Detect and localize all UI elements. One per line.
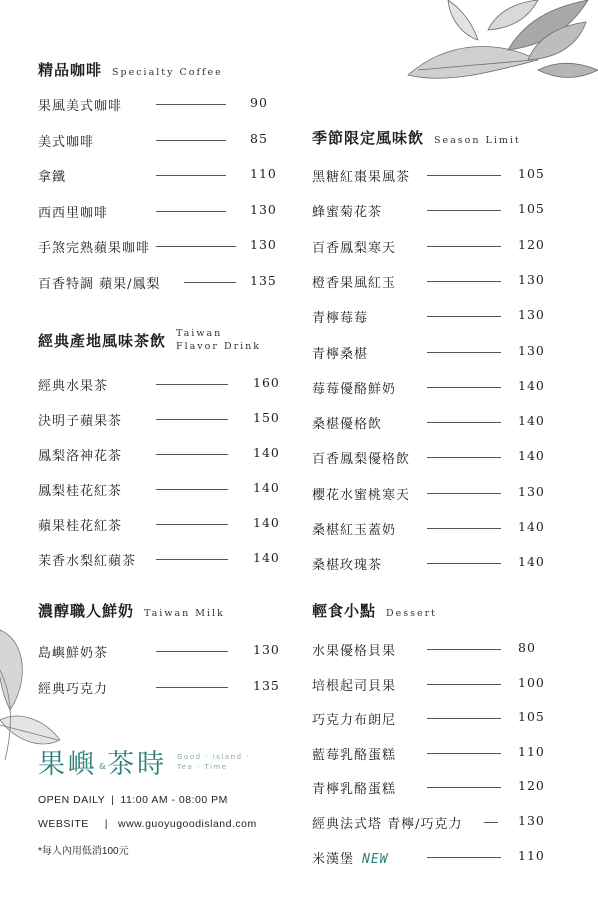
menu-item-price: 140	[253, 445, 280, 460]
leader-line	[427, 528, 501, 529]
menu-item	[38, 550, 293, 570]
leader-line	[156, 489, 228, 490]
section-title-zh: 經典產地風味茶飲	[38, 331, 167, 350]
menu-item-price: 130	[518, 813, 545, 828]
menu-item-name: 茉香水梨紅蘋茶	[38, 554, 137, 569]
menu-item-price: 120	[518, 236, 545, 252]
menu-item	[312, 201, 558, 221]
section-title-en: Season Limit	[434, 135, 521, 146]
menu-item	[38, 95, 290, 115]
menu-item-name: 桑椹優格飲	[312, 417, 383, 433]
leader-line	[484, 822, 498, 823]
leader-line	[427, 210, 501, 211]
leader-line	[156, 419, 228, 420]
menu-item-price: 85	[250, 130, 268, 146]
section-title-dessert	[312, 600, 437, 621]
menu-item-price: 140	[253, 515, 280, 530]
leader-line	[156, 246, 236, 247]
leader-line	[427, 457, 501, 458]
menu-item	[312, 448, 558, 468]
menu-item-price: 140	[518, 377, 545, 393]
menu-item-price: 130	[518, 483, 545, 499]
menu-item	[312, 848, 558, 868]
section-title-zh: 季節限定風味飲	[312, 129, 425, 147]
leader-line	[156, 687, 228, 688]
leader-line	[184, 282, 236, 283]
menu-item-name: 經典水果茶	[38, 379, 109, 394]
menu-item-price: 135	[250, 272, 277, 288]
open-label: OPEN DAILY	[38, 794, 106, 806]
menu-item	[312, 378, 558, 398]
leader-line	[427, 787, 501, 788]
menu-item	[38, 515, 293, 535]
menu-item-name: 拿鐵	[38, 170, 67, 185]
menu-item-price: 130	[518, 271, 545, 287]
menu-item	[312, 778, 558, 798]
menu-item-price: 130	[250, 201, 277, 217]
menu-item-name: 青檸莓莓	[312, 311, 369, 327]
menu-item-price: 140	[518, 554, 545, 570]
menu-item	[38, 375, 293, 395]
menu-item-price: 100	[518, 674, 545, 690]
menu-item-price: 140	[518, 448, 545, 464]
menu-item-price: 130	[250, 237, 277, 252]
leader-line	[427, 352, 501, 353]
menu-item-price: 140	[253, 480, 280, 495]
section-title-en: Dessert	[386, 608, 437, 619]
website-link[interactable]: www.guoyugoodisland.com	[118, 818, 257, 830]
website-row: WEBSITE | www.guoyugoodisland.com	[38, 818, 257, 830]
menu-item	[38, 131, 290, 151]
menu-item-name: 西西里咖啡	[38, 205, 109, 221]
menu-item	[312, 343, 558, 363]
menu-item-name: 百香特調 蘋果/鳳梨	[38, 276, 161, 292]
menu-item	[38, 166, 290, 186]
menu-item-name: 櫻花水蜜桃寒天	[312, 487, 411, 503]
menu-item-price: 105	[518, 709, 545, 725]
section-title-specialty	[38, 59, 223, 80]
website-label: WEBSITE	[38, 818, 89, 830]
section-title-zh: 濃醇職人鮮奶	[38, 602, 135, 620]
leaf-decoration-icon	[388, 0, 598, 120]
menu-item	[38, 237, 290, 257]
menu-item-price: 160	[253, 375, 280, 390]
menu-item	[312, 166, 558, 186]
menu-item	[38, 410, 293, 430]
menu-item-name: 青檸乳酪蛋糕	[312, 782, 397, 798]
menu-item	[38, 273, 290, 293]
leader-line	[427, 281, 501, 282]
leader-line	[427, 718, 501, 719]
menu-item-price: 150	[253, 410, 280, 425]
section-title-season	[312, 127, 521, 148]
menu-item	[312, 709, 558, 729]
menu-item-price: 120	[518, 778, 545, 794]
brand-tagline: Good · Island · Tea · Time	[177, 752, 251, 771]
menu-item	[38, 678, 293, 698]
leader-line	[156, 384, 228, 385]
menu-item-name: 島嶼鮮奶茶	[38, 646, 109, 661]
leader-line	[427, 175, 501, 176]
leader-line	[156, 211, 226, 212]
menu-item-price: 105	[518, 201, 545, 217]
menu-item-name: 鳳梨桂花紅茶	[38, 484, 123, 499]
menu-item	[38, 202, 290, 222]
menu-item-name: 蘋果桂花紅茶	[38, 519, 123, 534]
menu-item-name: 培根起司貝果	[312, 678, 397, 694]
leader-line	[427, 387, 501, 388]
menu-item-name: 黑糖紅棗果風茶	[312, 170, 411, 185]
menu-item-name: 鳳梨洛神花茶	[38, 449, 123, 464]
menu-item-name: 蜂蜜菊花茶	[312, 205, 383, 221]
menu-item	[312, 640, 558, 660]
section-title-taiwan-tea	[38, 327, 261, 353]
menu-item-price: 90	[250, 95, 268, 110]
section-title-zh: 精品咖啡	[38, 61, 103, 79]
section-title-en: Specialty Coffee	[112, 67, 223, 78]
menu-item-name: 莓莓優酪鮮奶	[312, 381, 397, 397]
menu-item-name: 巧克力布朗尼	[312, 713, 397, 729]
menu-item-price: 140	[518, 413, 545, 429]
menu-item-name: 百香鳳梨優格飲	[312, 452, 411, 468]
menu-item-price: 110	[250, 166, 277, 181]
hours-value: 11:00 AM - 08:00 PM	[120, 794, 228, 806]
menu-item-name: 決明子蘋果茶	[38, 414, 123, 429]
leader-line	[156, 524, 228, 525]
section-title-milk	[38, 600, 225, 621]
menu-item-price: 110	[518, 743, 545, 759]
leader-line	[156, 175, 226, 176]
menu-item-price: 110	[518, 847, 545, 863]
menu-item	[312, 307, 558, 327]
menu-item	[312, 519, 558, 539]
section-title-en: Taiwan Milk	[144, 608, 225, 619]
brand-ampersand: &	[99, 762, 107, 771]
opening-hours: OPEN DAILY | 11:00 AM - 08:00 PM	[38, 794, 228, 806]
leader-line	[427, 857, 501, 858]
menu-item-price: 140	[518, 519, 545, 534]
menu-item-name: 藍莓乳酪蛋糕	[312, 747, 397, 763]
menu-item-name: 橙香果風紅玉	[312, 275, 397, 291]
menu-item-name: 青檸桑椹	[312, 346, 369, 362]
menu-item	[312, 272, 558, 292]
leader-line	[427, 753, 501, 754]
menu-item	[38, 480, 293, 500]
menu-item-price: 140	[253, 550, 280, 565]
brand-name-part2: 茶時	[107, 749, 168, 780]
menu-item-name: 經典法式塔 青檸/巧克力	[312, 817, 463, 832]
menu-item	[38, 445, 293, 465]
menu-item	[312, 813, 558, 833]
brand-logo	[38, 742, 250, 781]
menu-item	[312, 237, 558, 257]
section-title-zh: 輕食小點	[312, 602, 377, 620]
menu-item	[312, 675, 558, 695]
leader-line	[156, 559, 228, 560]
menu-item-name: 桑椹玫瑰茶	[312, 558, 383, 574]
leader-line	[427, 563, 501, 564]
menu-item-name: 水果優格貝果	[312, 644, 397, 659]
menu-item	[312, 484, 558, 504]
menu-item-name: 米漢堡 NEW	[312, 851, 389, 867]
leader-line	[156, 454, 228, 455]
leader-line	[156, 104, 226, 105]
leader-line	[156, 651, 228, 652]
menu-item-price: 130	[518, 342, 545, 358]
menu-item-name: 經典巧克力	[38, 681, 109, 697]
menu-item-name: 手煞完熟蘋果咖啡	[38, 241, 151, 256]
menu-item-name: 桑椹紅玉蓋奶	[312, 523, 397, 538]
menu-item	[38, 642, 293, 662]
menu-item-price: 80	[518, 640, 536, 655]
section-title-en: Taiwan Flavor Drink	[176, 328, 262, 352]
leader-line	[427, 246, 501, 247]
menu-item-price: 130	[518, 307, 545, 323]
menu-item	[312, 554, 558, 574]
menu-item-price: 135	[253, 677, 280, 693]
new-badge: NEW	[362, 851, 389, 867]
menu-item	[312, 744, 558, 764]
menu-item	[312, 413, 558, 433]
leader-line	[427, 422, 501, 423]
leader-line	[427, 316, 501, 317]
menu-item-name: 美式咖啡	[38, 134, 95, 150]
menu-item-name: 果風美式咖啡	[38, 99, 123, 114]
menu-item-name: 百香鳳梨寒天	[312, 240, 397, 256]
minimum-charge-note: *每人內用低消100元	[38, 846, 129, 857]
leader-line	[427, 493, 501, 494]
brand-name-part1: 果嶼	[38, 749, 98, 780]
leader-line	[427, 649, 501, 650]
leader-line	[156, 140, 226, 141]
menu-item-price: 130	[253, 642, 280, 657]
leader-line	[427, 684, 501, 685]
menu-item-price: 105	[518, 166, 545, 181]
